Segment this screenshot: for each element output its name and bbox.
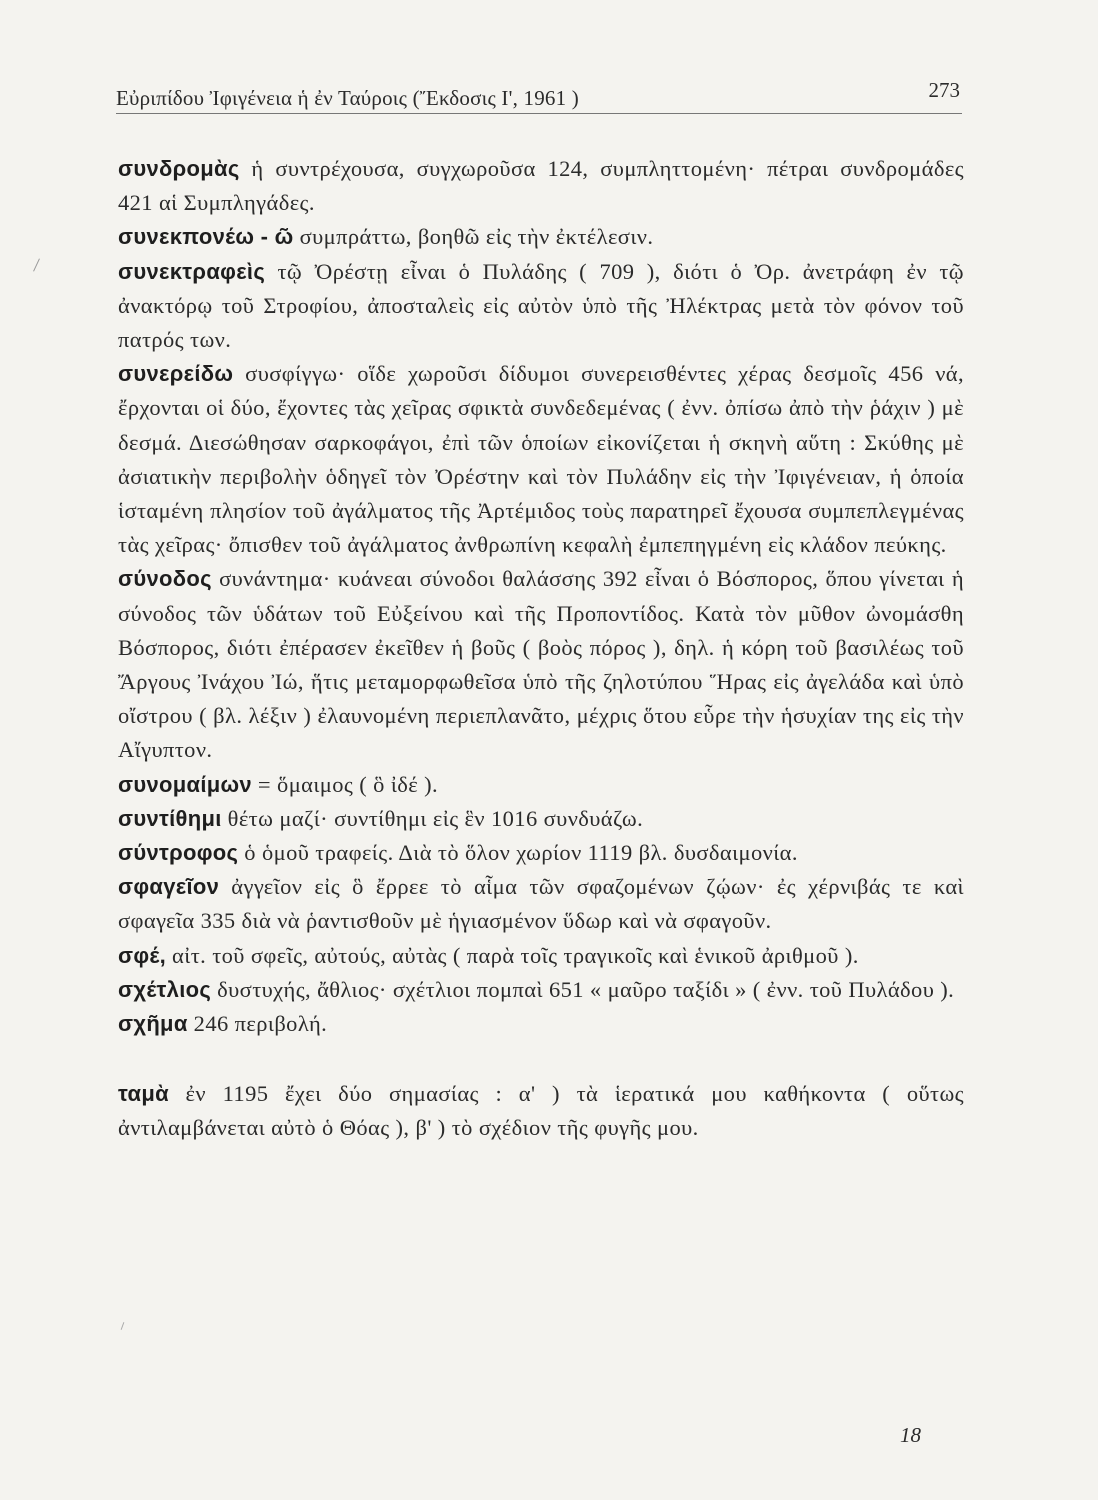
entry-headword: σχέτλιος bbox=[118, 976, 212, 1002]
glossary-entry bbox=[118, 802, 964, 836]
page-number: 273 bbox=[928, 78, 960, 102]
entry-headword: σύντροφος bbox=[118, 840, 239, 866]
entry-definition: συνάντημα· κυάνεαι σύνοδοι θαλάσσης 392 εἶναι ὁ Βόσπορος, ὅπου γίνεται ἡ σύνοδος τῶν ὑδάτων τοῦ Εὐξείνου καὶ τῆς Προποντίδος. Κατὰ τὸν μῦθον ὠνομάσθη Βόσπορος, διότι ἐπέρασεν ἐκεῖθεν ἡ βοῦς ( βοὸς πόρος ), δηλ. ἡ κόρη τοῦ βασιλέως τοῦ Ἄργους Ἰνάχου Ἰώ, ἥτις μεταμορφωθεῖσα ὑπὸ τῆς ζηλοτύπου Ἥρας εἰς ἀγελάδα καὶ ὑπὸ οἴστρου ( βλ. λέξιν ) ἐλαυνομένη περιεπλανᾶτο, μέχρις ὅτου εὗρε τὴν ἡσυχίαν της εἰς τὴν Αἴγυπτον. bbox=[118, 566, 964, 763]
entry-headword: συνδρομὰς bbox=[118, 156, 240, 181]
entry-definition: 246 περιβολή. bbox=[187, 1011, 328, 1037]
header-rule bbox=[116, 113, 962, 114]
running-header bbox=[116, 72, 962, 112]
entry-headword: συνεκπονέω - ῶ bbox=[118, 224, 294, 250]
entry-headword: συνομαίμων bbox=[118, 771, 252, 797]
print-mark bbox=[33, 258, 40, 271]
glossary-body bbox=[118, 152, 964, 1146]
entry-definition: αἰτ. τοῦ σφεῖς, αὐτούς, αὐτὰς ( παρὰ τοῖς τραγικοῖς καὶ ἑνικοῦ ἀριθμοῦ ). bbox=[166, 942, 859, 968]
running-title: Εὐριπίδου Ἰφιγένεια ἡ ἐν Ταύροις (Ἔκδοσις Ι', 1961 ) bbox=[116, 86, 579, 110]
entry-definition: ἐν 1195 ἔχει δύο σημασίας : α' ) τὰ ἱερατικά μου καθήκοντα ( οὕτως ἀντιλαμβάνεται αὐτὸ ὁ Θόας ), β' ) τὸ σχέδιον τῆς φυγῆς μου. bbox=[118, 1081, 964, 1141]
entry-definition: ἀγγεῖον εἰς ὃ ἔρρεε τὸ αἷμα τῶν σφαζομένων ζῴων· ἐς χέρνιβάς τε καὶ σφαγεῖα 335 διὰ νὰ ῥαντισθοῦν μὲ ἡγιασμένον ὕδωρ καὶ νὰ σφαγοῦν. bbox=[118, 874, 964, 934]
entry-definition: συσφίγγω· οἵδε χωροῦσι δίδυμοι συνερεισθέντες χέρας δεσμοῖς 456 νά, ἔρχονται οἱ δύο, ἔχοντες τὰς χεῖρας σφικτὰ συνδεδεμένας ( ἐνν. ὀπίσω ἀπὸ τὴν ῥάχιν ) μὲ δεσμά. Διεσώθησαν σαρκοφάγοι, ἐπὶ τῶν ὁποίων εἰκονίζεται ἡ σκηνὴ αὕτη : Σκύθης μὲ ἀσιατικὴν περιβολὴν ὁδηγεῖ τὸν Ὀρέστην καὶ τὸν Πυλάδην εἰς τὴν Ἰφιγένειαν, ἡ ὁποία ἱσταμένη πλησίον τοῦ ἀγάλματος τῆς Ἀρτέμιδος τοὺς παρατηρεῖ ἔχουσα συμπεπλεγμένας τὰς χεῖρας· ὄπισθεν τοῦ ἀγάλματος ἀνθρωπίνη κεφαλὴ ἐμπεπηγμένη εἰς κλάδον πεύκης. bbox=[118, 361, 964, 558]
entry-headword: ταμὰ bbox=[118, 1081, 169, 1107]
entry-definition: θέτω μαζί· συντίθημι εἰς ἓν 1016 συνδυάζω. bbox=[221, 805, 644, 831]
entry-headword: συνερείδω bbox=[118, 361, 234, 387]
entry-definition: ὁ ὁμοῦ τραφείς. Διὰ τὸ ὅλον χωρίον 1119 βλ. δυσδαιμονία. bbox=[238, 840, 798, 866]
entry-definition: = ὅμαιμος ( ὃ ἰδέ ). bbox=[251, 771, 439, 797]
signature-mark: 18 bbox=[900, 1423, 921, 1447]
entry-headword: σχῆμα bbox=[118, 1011, 188, 1037]
glossary-entry bbox=[118, 562, 964, 767]
glossary-entry bbox=[118, 1007, 964, 1041]
glossary-entry bbox=[118, 357, 964, 562]
entry-definition: δυστυχής, ἄθλιος· σχέτλιοι πομπαὶ 651 « μαῦρο ταξίδι » ( ἐνν. τοῦ Πυλάδου ). bbox=[211, 976, 955, 1002]
glossary-entry bbox=[118, 973, 964, 1007]
entry-headword: συντίθημι bbox=[118, 805, 222, 831]
entry-definition: τῷ Ὀρέστῃ εἶναι ὁ Πυλάδης ( 709 ), διότι ὁ Ὀρ. ἀνετράφη ἐν τῷ ἀνακτόρῳ τοῦ Στροφίου, ἀποσταλεὶς εἰς αὐτὸν ὑπὸ τῆς Ἠλέκτρας μετὰ τὸν φόνον τοῦ πατρός των. bbox=[118, 258, 964, 353]
print-mark bbox=[121, 1322, 125, 1330]
entry-headword: σφαγεῖον bbox=[118, 874, 220, 900]
entry-headword: σύνοδος bbox=[118, 566, 212, 592]
glossary-entry bbox=[118, 220, 964, 254]
glossary-entry bbox=[118, 768, 964, 802]
glossary-entry bbox=[118, 255, 964, 358]
glossary-entry bbox=[118, 939, 964, 973]
glossary-entry bbox=[118, 836, 964, 870]
entry-headword: συνεκτραφεὶς bbox=[118, 258, 266, 284]
entry-definition: συμπράττω, βοηθῶ εἰς τὴν ἐκτέλεσιν. bbox=[293, 224, 654, 250]
glossary-entry bbox=[118, 1077, 964, 1145]
glossary-entry bbox=[118, 870, 964, 938]
entry-definition: ἡ συντρέχουσα, συγχωροῦσα 124, συμπληττομένη· πέτραι συνδρομάδες 421 αἱ Συμπληγάδες. bbox=[118, 156, 964, 216]
entry-headword: σφέ, bbox=[118, 942, 167, 968]
glossary-entry bbox=[118, 152, 964, 220]
